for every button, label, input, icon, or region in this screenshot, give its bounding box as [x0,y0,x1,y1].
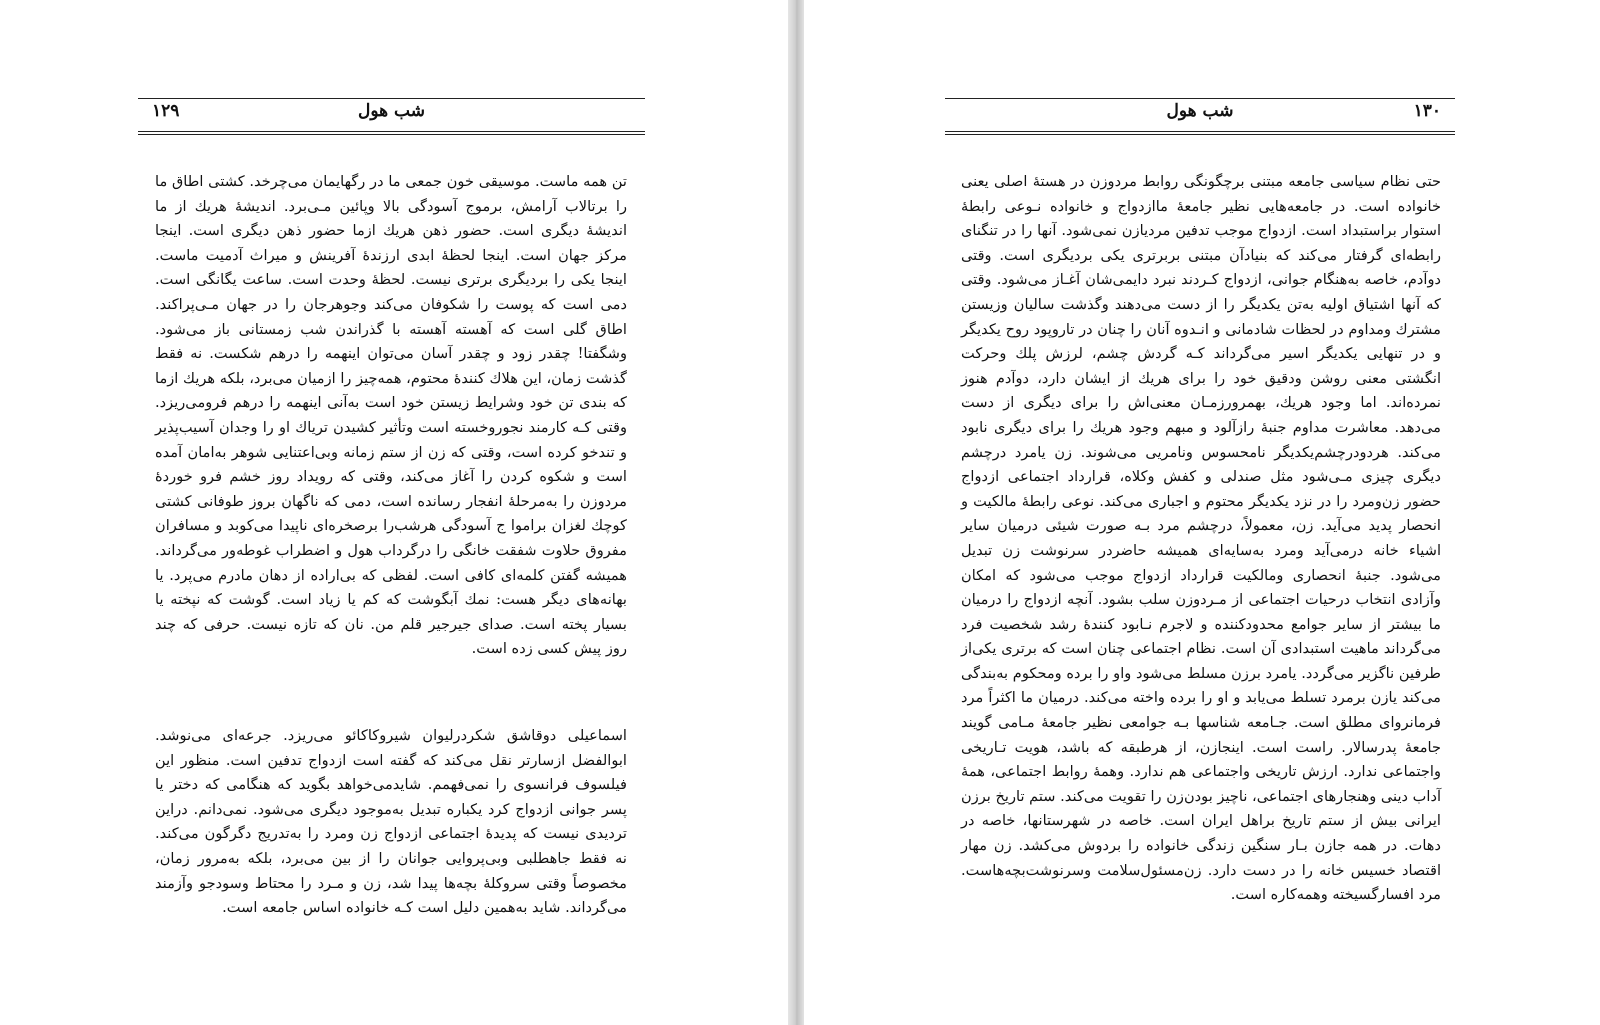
running-title: شب هول [1166,101,1234,121]
page-gutter [788,0,804,1025]
left-page [0,0,788,1025]
running-title: شب هول [358,101,425,121]
right-page [804,0,1600,1025]
paragraph-text: اسماعیلی دوقاشق شکردرلیوان شیروکاکائو می‌ریزد. جرعه‌ای می‌نوشد. ابوالفضل ازسارتر نقل می‌کند که گفته است ازدواج تدفین است. منظور این فیلسوف فرانسوی را نمی‌فهمم. شایدمی‌خواهد بگوید که هنگامی که دختر یا پسر جوانی ازدواج کرد یکباره تبدیل به‌موجود دیگری می‌شود. نمی‌دانم. دراین تردیدی نیست که پدیدهٔ اجتماعی ازدواج زن ومرد را به‌تدریج دگرگون می‌کند. نه فقط جاهطلبی وبی‌پروایی جوانان را از بین می‌برد، بلکه به‌مرور زمان، مخصوصاً وقتی سروکلهٔ بچه‌ها پیدا شد، زن و مـرد را محتاط وسودجو وآزمند می‌گرداند. شاید به‌همین دلیل است کـه خانواده اساس جامعه است. [155,727,627,917]
running-header [945,98,1455,132]
body-paragraph [961,170,1441,908]
running-header [138,98,645,132]
page-number: ۱۳۰ [1413,101,1441,121]
body-paragraph-2 [155,724,627,921]
paragraph-text: حتی نظام سیاسی جامعه مبتنی برچگونگی روابط مردوزن در هستهٔ اصلی یعنی خانواده است. در جامعه‌هایی نظیر جامعهٔ ماازدواج و خانواده نـوعی رابطهٔ استوار براستبداد است. ازدواج موجب تدفین مردیازن نمی‌شود. آنها را در تنگنای رابطه‌ای گرفتار می‌کند که بنیادآن مبتنی بربرتری یکی بردیگری است. وقتی دوآدم، خاصه به‌هنگام جوانی، ازدواج کـردند نبرد دایمی‌شان آغـاز می‌شود. وقتی که آنها اشتیاق اولیه به‌تن یکدیگر را از دست می‌دهند وگذشت سالیان وزیستن مشترك ومداوم در لحظات شادمانی و انـدوه آنان را چنان در تاروپود روح یکدیگر و در تنهایی یکدیگر اسیر می‌گرداند کـه گردش چشم، لرزش پلك وحرکت انگشتی معنی روشن ودقیق خود را برای هریك از ایشان دارد، دوآدم هنوز نمرده‌اند. اما وجود هریك، بهمرورزمـان معنی‌اش را برای دیگری از دست می‌دهد. معاشرت مداوم جنبهٔ رازآلود و مبهم وجود هریك را برای دیگری نابود می‌کند. هردودرچشم‌یکدیگر نامحسوس ونامریی می‌شوند. زن یامرد درچشم دیگری چیزی مـی‌شود مثل صندلی و کفش وکلاه، قرارداد اجتماعی ازدواج حضور زن‌ومرد را در نزد یکدیگر محتوم و اجباری می‌کند. نوعی رابطهٔ مالکیت و انحصار پدید می‌آید. زن، معمولاً، درچشم مرد بـه صورت شیئی درمیان سایر اشیاء خانه درمی‌آید ومرد به‌سایه‌ای همیشه حاضردر سرنوشت زن تبدیل می‌شود. جنبهٔ انحصاری ومالکیت قرارداد ازدواج موجب می‌شود که امکان وآزادی انتخاب درحیات اجتماعی از مـردوزن سلب بشود. آنچه ازدواج را درمیان ما بیشتر از سایر جوامع محدودکننده و لاجرم نـابود کنندهٔ رشد شخصیت فرد می‌گرداند ماهیت استبدادی آن است. نظام اجتماعی چنان است که برتری یکی‌از طرفین ناگزیر می‌گردد. یامرد برزن مسلط می‌شود واو را برده ومحکوم به‌بندگی می‌کند یازن برمرد تسلط می‌یابد و او را برده واخته می‌کند. درمیان ما اکثراً مرد فرمانروای مطلق است. جـامعه شناسها بـه جوامعی نظیر جامعهٔ مـامی گویند جامعهٔ پدرسالار. راست است. اینجازن، از هرطبقه که باشد، هویت تـاریخی واجتماعی ندارد. ارزش تاریخی واجتماعی هم ندارد. وهمهٔ روابط اجتماعی، همهٔ آداب دینی وهنجارهای اجتماعی، ناچیز بودن‌زن را تقویت می‌کند. ستم تاریخ برزن ایرانی بیش از ستم تاریخ براهل ایران است. خاصه در شهرستانها، خاصه در دهات. در همه جازن بـار سنگین زندگی خانواده را بردوش می‌کشد. زن مهار اقتصاد خسیس خانه را در دست دارد. زن‌مسئول‌سلامت وسرنوشت‌بچه‌هاست. مرد افسارگسیخته وهمه‌کاره است. [960,173,1441,904]
paragraph-text: تن همه ماست. موسیقی خون جمعی ما در رگهایمان می‌چرخد. کشتی اطاق ما را برتالاب آرامش، برموج آسودگی بالا وپائین مـی‌برد. اندیشهٔ هریك از ما اندیشهٔ دیگری است. حضور ذهن هریك ازما حضور ذهن دیگری است. اینجا مرکز جهان است. اینجا لحظهٔ ابدی ارزندهٔ آفرینش و میراث آدمیت ماست. اینجا یکی را بردیگری برتری نیست. لحظهٔ وحدت است. ساعت یگانگی است. دمی است که پوست را شکوفان می‌کند وجوهرجان را در جهان مـی‌پراکند. اطاق گلی است که آهسته آهسته با گذراندن شب زمستانی باز می‌شود. وشگفتا! چقدر زود و چقدر آسان می‌توان اینهمه را درهم شکست. نه فقط گذشت زمان، این هلاك کنندهٔ محتوم، همه‌چیز را ازمیان می‌برد، بلکه هریك ازما که بندی تن خود وشرایط زیستن خود است به‌آنی اینهمه را درهم فرومی‌ریزد. وقتی کـه کارمند نجوروخسته است وتأثیر کشیدن تریاك او را وجدان آسیب‌پذیر و تندخو کرده است، وقتی که زن از ستم زمانه وبی‌اعتنایی شوهر به‌امان آمده است و شکوه کردن را آغاز می‌کند، وقتی که رویداد روز خشم فرو خوردهٔ مردوزن را به‌مرحلهٔ انفجار رسانده است، دمی که ناگهان بروز طوفانی کشتی کوچك لغزان براموا ج آسودگی هرشب‌را برصخره‌ای ناپیدا می‌کوبد و مسافران مفروق حلاوت شفقت خانگی را درگرداب هول و اضطراب غوطه‌ور می‌گرداند. همیشه گفتن کلمه‌ای کافی است. لفظی که بی‌اراده از دهان مادرم می‌پرد. یا بهانه‌های دیگر هست: نمك آبگوشت که کم یا زیاد است. گوشت که نپخته یا بسیار پخته است. صدای جیرجیر قلم من. نان که تازه نیست. حرفی که چند روز پیش کسی زده است. [155,173,627,658]
body-paragraph-1 [155,170,627,662]
page-number: ۱۲۹ [152,101,180,121]
